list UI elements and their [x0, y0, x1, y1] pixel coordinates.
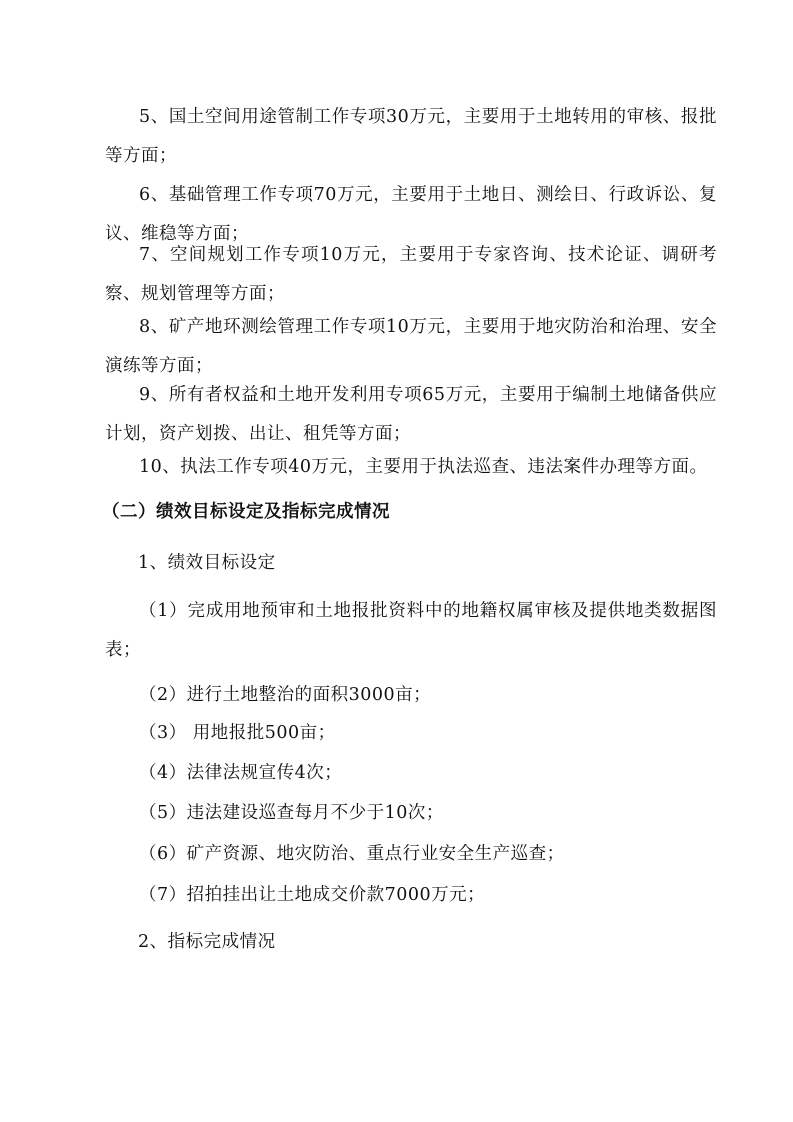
goal-item-4: （4）法律法规宣传4次； — [139, 763, 343, 783]
paragraph-item-7: 7、空间规划工作专项10万元，主要用于专家咨询、技术论证、调研考察、规划管理等方面； — [105, 245, 717, 304]
paragraph-item-8: 8、矿产地环测绘管理工作专项10万元，主要用于地灾防治和治理、安全演练等方面； — [105, 317, 717, 376]
goal-item-1: （1）完成用地预审和土地报批资料中的地籍权属审核及提供地类数据图表； — [105, 601, 717, 660]
goal-item-7: （7）招拍挂出让土地成交价款7000万元； — [139, 885, 486, 905]
goal-item-3: （3） 用地报批500亩； — [139, 723, 336, 743]
paragraph-item-6: 6、基础管理工作专项70万元，主要用于土地日、测绘日、行政诉讼、复议、维稳等方面； — [105, 185, 717, 244]
goal-item-6: （6）矿产资源、地灾防治、重点行业安全生产巡查； — [139, 844, 565, 864]
paragraph-item-9: 9、所有者权益和土地开发利用专项65万元，主要用于编制土地储备供应计划，资产划拨、出让、租凭等方面； — [105, 385, 717, 444]
section-heading: （二）绩效目标设定及指标完成情况 — [102, 502, 390, 522]
goal-item-5: （5）违法建设巡查每月不少于10次； — [139, 803, 444, 823]
paragraph-item-5: 5、国土空间用途管制工作专项30万元，主要用于土地转用的审核、报批等方面； — [105, 107, 717, 166]
subsection-goal-setting: 1、绩效目标设定 — [138, 553, 276, 573]
paragraph-item-10: 10、执法工作专项40万元，主要用于执法巡查、违法案件办理等方面。 — [139, 457, 708, 477]
goal-item-2: （2）进行土地整治的面积3000亩； — [139, 685, 432, 705]
subsection-indicator-completion: 2、指标完成情况 — [138, 932, 276, 952]
